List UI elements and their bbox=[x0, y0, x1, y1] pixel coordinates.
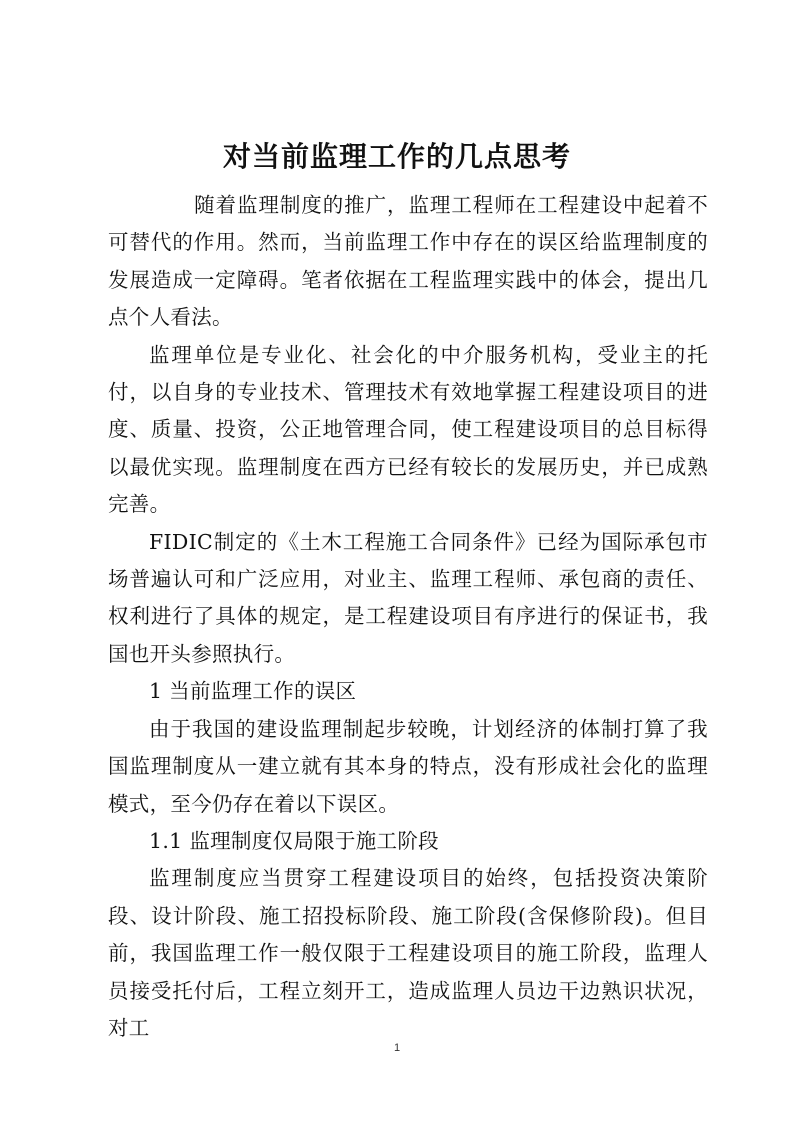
section-heading-1: 1 当前监理工作的误区 bbox=[149, 679, 357, 704]
paragraph-intro: 随着监理制度的推广，监理工程师在工程建设中起着不可替代的作用。然而，当前监理工作中存在的误区给监理制度的发展造成一定障碍。笔者依据在工程监理实践中的体会，提出几点个人看法。 bbox=[108, 193, 708, 330]
paragraph-misconceptions: 由于我国的建设监理制起步较晚，计划经济的体制打算了我国监理制度从一建立就有其本身的特点，没有形成社会化的监理模式，至今仍存在着以下误区。 bbox=[108, 716, 708, 816]
paragraph-supervision-unit: 监理单位是专业化、社会化的中介服务机构，受业主的托付，以自身的专业技术、管理技术有效地掌握工程建设项目的进度、质量、投资，公正地管理合同，使工程建设项目的总目标得以最优实现。监理制度在西方已经有较长的发展历史，并已成熟完善。 bbox=[108, 342, 708, 517]
section-heading-1-1: 1.1 监理制度仅局限于施工阶段 bbox=[149, 828, 439, 853]
paragraph-fidic: FIDIC制定的《土木工程施工合同条件》已经为国际承包市场普遍认可和广泛应用，对业主、监理工程师、承包商的责任、权利进行了具体的规定，是工程建设项目有序进行的保证书，我国也开头参照执行。 bbox=[108, 529, 708, 666]
page-number: 1 bbox=[393, 1042, 401, 1054]
document-body bbox=[108, 187, 708, 1047]
document-title: 对当前监理工作的几点思考 bbox=[222, 140, 571, 173]
paragraph-construction-phase: 监理制度应当贯穿工程建设项目的始终，包括投资决策阶段、设计阶段、施工招投标阶段、施工阶段(含保修阶段)。但目前，我国监理工作一般仅限于工程建设项目的施工阶段，监理人员接受托付后，工程立刻开工，造成监理人员边干边熟识状况，对工 bbox=[108, 866, 708, 1040]
